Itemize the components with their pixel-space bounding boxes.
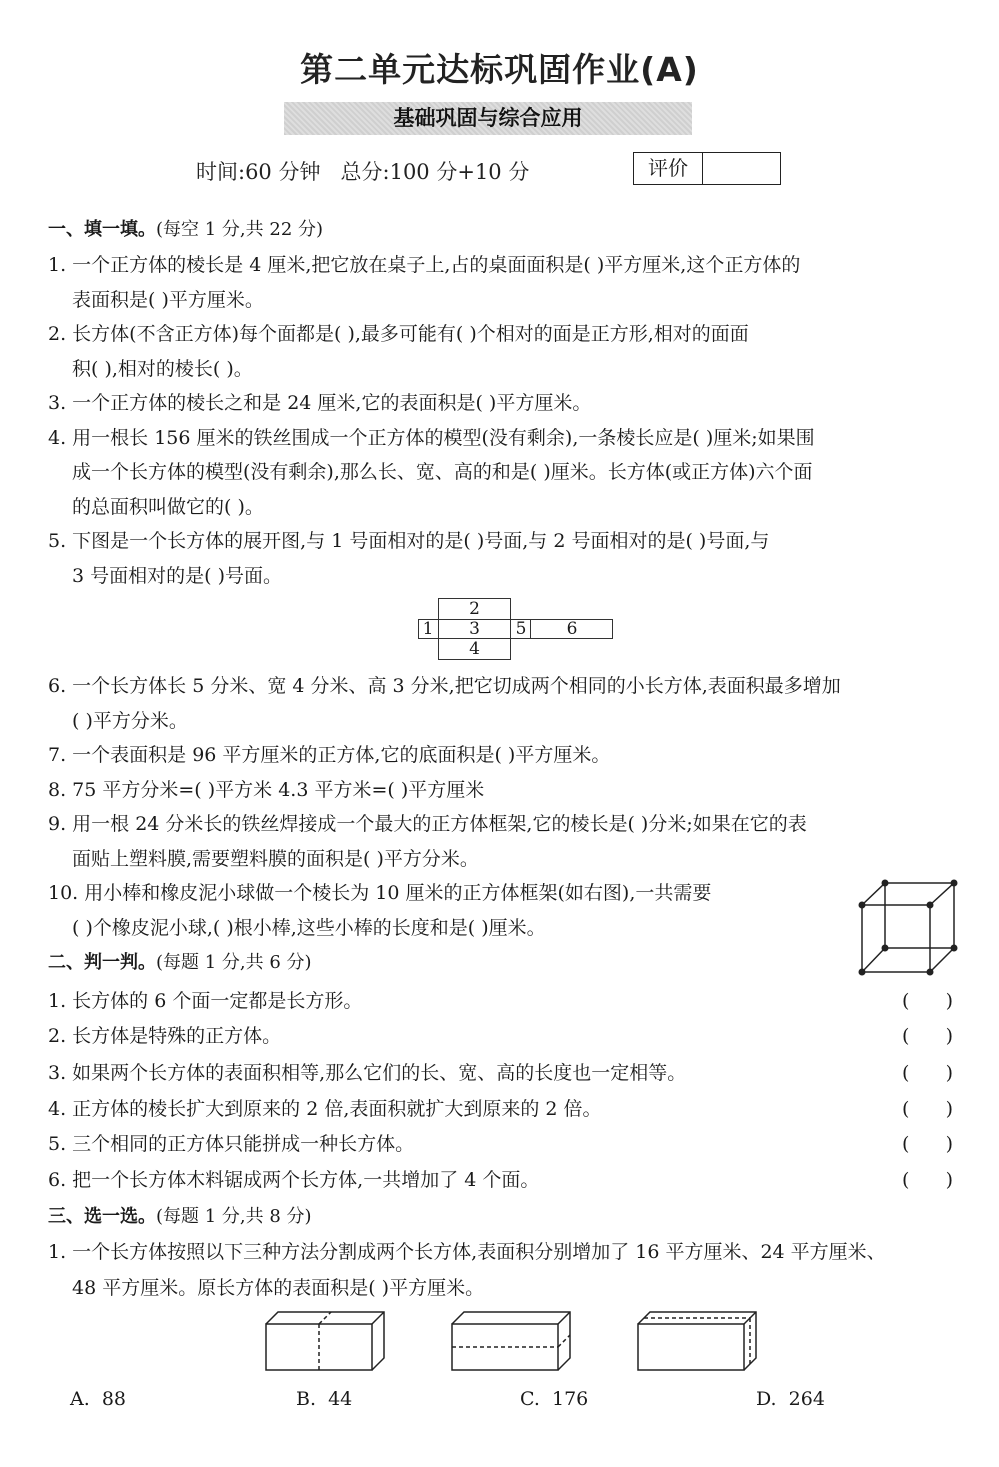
exam-meta [196, 156, 529, 186]
net-label-4: 4 [469, 639, 480, 659]
question-line: ( )个橡皮泥小球,( )根小棒,这些小棒的长度和是( )厘米。 [72, 917, 546, 939]
question-line: 积( ),相对的棱长( )。 [72, 358, 253, 380]
question-line: 3 号面相对的是( )号面。 [72, 565, 282, 587]
section-2-note: (每题 1 分,共 6 分) [156, 952, 312, 973]
judge-item: 2. 长方体是特殊的正方体。 [48, 1025, 282, 1047]
cube-frame-diagram [860, 880, 960, 975]
choice-a[interactable]: A. 88 [70, 1388, 127, 1410]
question-line: 面贴上塑料膜,需要塑料膜的面积是( )平方分米。 [72, 848, 479, 870]
judge-item: 4. 正方体的棱长扩大到原来的 2 倍,表面积就扩大到原来的 2 倍。 [48, 1098, 602, 1120]
cuboid-split-vertical [264, 1310, 389, 1372]
question-line: 9. 用一根 24 分米长的铁丝焊接成一个最大的正方体框架,它的棱长是( )分米;如果在它的表 [48, 813, 807, 835]
section-3-note: (每题 1 分,共 8 分) [156, 1206, 312, 1227]
choice-d[interactable]: D. 264 [756, 1388, 825, 1410]
page-title: 第二单元达标巩固作业(A) [300, 50, 699, 89]
judge-item: 1. 长方体的 6 个面一定都是长方形。 [48, 990, 363, 1012]
question-line: 1. 一个正方体的棱长是 4 厘米,把它放在桌子上,占的桌面面积是( )平方厘米,这个正方体的 [48, 254, 801, 276]
net-label-6: 6 [566, 619, 578, 639]
evaluation-label: 评价 [634, 153, 703, 184]
answer-paren[interactable]: ( ) [901, 1098, 953, 1120]
evaluation-box [633, 152, 781, 185]
section-1-heading: 一、填一填。(每空 1 分,共 22 分) [48, 219, 324, 240]
net-label-2: 2 [469, 599, 480, 619]
choice-c[interactable]: C. 176 [520, 1388, 589, 1410]
question-line: ( )平方分米。 [72, 710, 188, 732]
question-line: 10. 用小棒和橡皮泥小球做一个棱长为 10 厘米的正方体框架(如右图),一共需要 [48, 882, 712, 904]
question-line: 2. 长方体(不含正方体)每个面都是( ),最多可能有( )个相对的面是正方形,相对的面面 [48, 323, 749, 345]
question-line: 的总面积叫做它的( )。 [72, 496, 264, 518]
score-info: 总分:100 分+10 分 [340, 160, 530, 184]
answer-paren[interactable]: ( ) [901, 1062, 953, 1084]
cuboid-split-depth [636, 1310, 761, 1372]
net-label-5: 5 [515, 619, 527, 639]
judge-item: 3. 如果两个长方体的表面积相等,那么它们的长、宽、高的长度也一定相等。 [48, 1062, 687, 1084]
answer-paren[interactable]: ( ) [901, 1133, 953, 1155]
answer-paren[interactable]: ( ) [901, 1025, 953, 1047]
answer-paren[interactable]: ( ) [901, 1169, 953, 1191]
net-label-3: 3 [469, 619, 480, 639]
question-line: 4. 用一根长 156 厘米的铁丝围成一个正方体的模型(没有剩余),一条棱长应是( )厘米;如果围 [48, 427, 815, 449]
section-3-heading: 三、选一选。(每题 1 分,共 8 分) [48, 1206, 312, 1227]
time-info: 时间:60 分钟 [196, 160, 321, 184]
judge-item: 6. 把一个长方体木料锯成两个长方体,一共增加了 4 个面。 [48, 1169, 540, 1191]
question-line: 表面积是( )平方厘米。 [72, 289, 264, 311]
question-line: 7. 一个表面积是 96 平方厘米的正方体,它的底面积是( )平方厘米。 [48, 744, 611, 766]
net-label-1: 1 [422, 619, 434, 639]
subtitle-band: 基础巩固与综合应用 [284, 102, 692, 135]
judge-item: 5. 三个相同的正方体只能拼成一种长方体。 [48, 1133, 415, 1155]
question-line: 1. 一个长方体按照以下三种方法分割成两个长方体,表面积分别增加了 16 平方厘米、24 平方厘米、 [48, 1241, 886, 1263]
question-line: 3. 一个正方体的棱长之和是 24 厘米,它的表面积是( )平方厘米。 [48, 392, 592, 414]
question-line: 48 平方厘米。原长方体的表面积是( )平方厘米。 [72, 1277, 485, 1299]
question-line: 成一个长方体的模型(没有剩余),那么长、宽、高的和是( )厘米。长方体(或正方体)六个面 [72, 461, 813, 483]
question-line: 8. 75 平方分米=( )平方米 4.3 平方米=( )平方厘米 [48, 779, 485, 801]
answer-paren[interactable]: ( ) [901, 990, 953, 1012]
choice-b[interactable]: B. 44 [296, 1388, 353, 1410]
cuboid-split-horizontal [450, 1310, 575, 1372]
question-line: 5. 下图是一个长方体的展开图,与 1 号面相对的是( )号面,与 2 号面相对的是( )号面,与 [48, 530, 770, 552]
question-line: 6. 一个长方体长 5 分米、宽 4 分米、高 3 分米,把它切成两个相同的小长方体,表面积最多增加 [48, 675, 841, 697]
cuboid-net-diagram [418, 598, 613, 660]
section-2-heading: 二、判一判。(每题 1 分,共 6 分) [48, 952, 312, 973]
section-1-note: (每空 1 分,共 22 分) [156, 219, 324, 240]
